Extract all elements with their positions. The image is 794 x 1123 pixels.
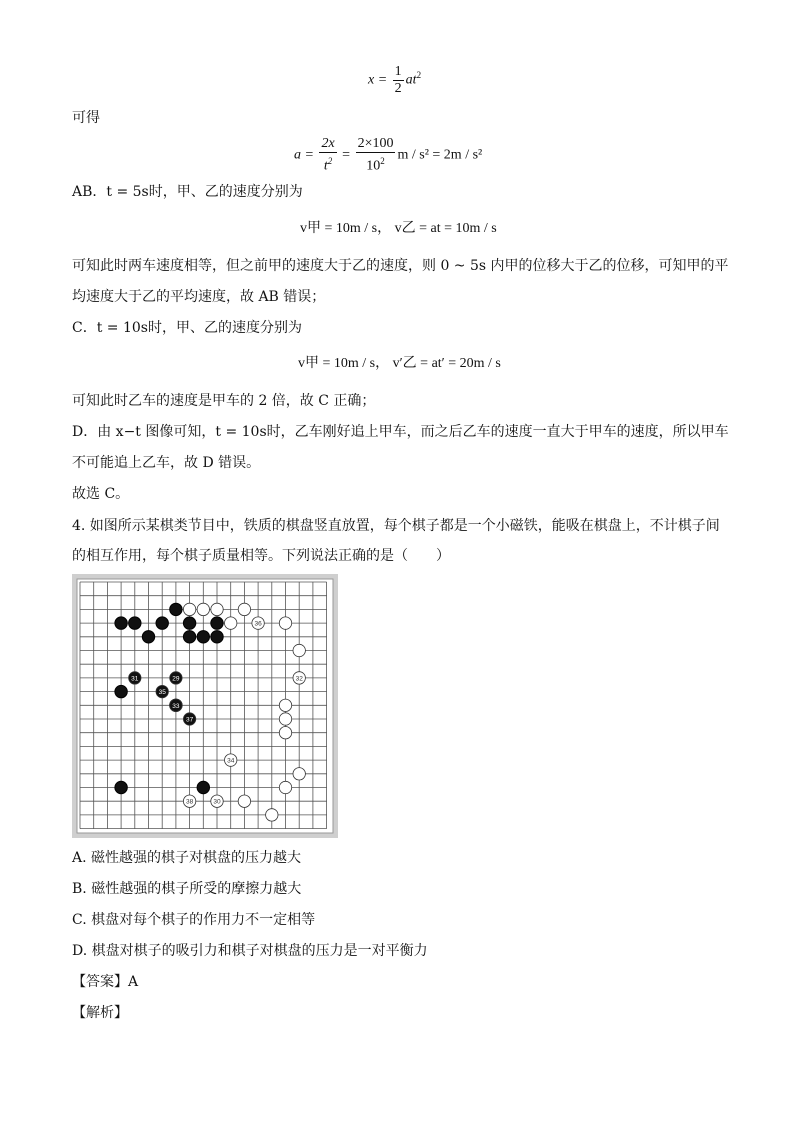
white-stone xyxy=(183,603,195,615)
stone-number-label: 34 xyxy=(227,757,235,765)
option-b: B. 磁性越强的棋子所受的摩擦力越大 xyxy=(72,881,302,897)
text-c-intro: C．t = 10s时，甲、乙的速度分别为 xyxy=(72,320,302,336)
answer: 【答案】A xyxy=(72,974,139,990)
black-stone xyxy=(156,617,168,629)
black-stone xyxy=(115,685,127,697)
eq1-fraction xyxy=(393,64,404,97)
white-stone xyxy=(266,809,278,821)
equation-acceleration xyxy=(294,136,482,175)
eq1-num: 1 xyxy=(394,64,402,79)
eq2-den2-pow: 2 xyxy=(380,156,385,166)
stone-number-label: 35 xyxy=(158,689,166,697)
white-stone xyxy=(238,795,250,807)
white-stone xyxy=(279,781,291,793)
eq2-lhs: a = xyxy=(294,147,314,163)
eq2-den1-wrap xyxy=(319,153,336,175)
white-stone xyxy=(293,768,305,780)
black-stone xyxy=(211,631,223,643)
black-stone xyxy=(197,631,209,643)
stone-number-label: 32 xyxy=(295,675,303,683)
text-d-2: 不可能追上乙车，故 D 错误。 xyxy=(72,455,261,471)
black-stone xyxy=(170,603,182,615)
stone-number-label: 30 xyxy=(213,798,221,806)
black-stone xyxy=(183,631,195,643)
text-ab-2: 均速度大于乙的平均速度，故 AB 错误； xyxy=(72,289,326,305)
text-choose: 故选 C。 xyxy=(72,486,130,502)
eq2-rhs: m / s² = 2m / s² xyxy=(397,147,483,163)
question-4-line-2: 的相互作用，每个棋子质量相等。下列说法正确的是（ ） xyxy=(72,548,450,564)
white-stone xyxy=(225,617,237,629)
board-surface xyxy=(77,579,333,833)
option-d: D. 棋盘对棋子的吸引力和棋子对棋盘的压力是一对平衡力 xyxy=(72,943,428,959)
black-stone xyxy=(142,631,154,643)
black-stone xyxy=(115,781,127,793)
eq2-num1: 2x xyxy=(321,136,335,151)
option-c: C. 棋盘对每个棋子的作用力不一定相等 xyxy=(72,912,316,928)
text-ab-1: 可知此时两车速度相等，但之前甲的速度大于乙的速度，则 0 ~ 5s 内甲的位移大于乙的位移，可知甲的平 xyxy=(72,258,729,274)
stone-number-label: 38 xyxy=(185,798,194,806)
white-stone xyxy=(279,713,291,725)
white-stone xyxy=(197,603,209,615)
white-stone xyxy=(293,644,305,656)
text-ab-intro: AB．t = 5s时，甲、乙的速度分别为 xyxy=(72,184,303,200)
black-stone xyxy=(211,617,223,629)
eq2-den1-pow: 2 xyxy=(327,156,333,166)
stone-number-label: 31 xyxy=(131,675,139,683)
eq2-den2: 10 xyxy=(366,158,381,174)
eq2-den2-wrap xyxy=(356,153,396,175)
question-4-line-1: 4. 如图所示某棋类节目中，铁质的棋盘竖直放置，每个棋子都是一个小磁铁，能吸在棋盘上，不计棋子间 xyxy=(72,518,720,534)
eq2-den1: t xyxy=(323,158,328,174)
text-d-1: D．由 x−t 图像可知，t = 10s时，乙车刚好追上甲车，而之后乙车的速度一直大于甲车的速度，所以甲车 xyxy=(72,424,729,440)
eq2-fraction-2 xyxy=(356,136,396,175)
eq1-rhs: at xyxy=(405,72,417,88)
white-stone xyxy=(238,603,250,615)
option-a: A. 磁性越强的棋子对棋盘的压力越大 xyxy=(72,850,302,866)
stone-number-label: 36 xyxy=(254,620,262,628)
white-stone xyxy=(279,699,291,711)
eq1-lhs: x = xyxy=(368,72,388,88)
eq1-pow: 2 xyxy=(416,70,422,81)
equation-velocities-10s: v甲 = 10m / s， v′乙 = at′ = 20m / s xyxy=(298,356,501,371)
black-stone xyxy=(129,617,141,629)
eq1-den: 2 xyxy=(394,81,402,96)
black-stone xyxy=(115,617,127,629)
white-stone xyxy=(279,727,291,739)
go-board-figure xyxy=(72,574,338,838)
text-c-1: 可知此时乙车的速度是甲车的 2 倍，故 C 正确； xyxy=(72,393,376,409)
equation-velocities-5s: v甲 = 10m / s， v乙 = at = 10m / s xyxy=(300,221,497,236)
eq2-fraction-1 xyxy=(319,136,336,175)
eq2-num2: 2×100 xyxy=(357,136,394,151)
equation-displacement xyxy=(368,64,421,97)
black-stone xyxy=(183,617,195,629)
eq2-equals: = xyxy=(342,147,351,163)
stone-number-label: 33 xyxy=(172,702,180,710)
text-kede: 可得 xyxy=(72,110,100,126)
analysis-heading: 【解析】 xyxy=(72,1005,128,1021)
black-stone xyxy=(197,781,209,793)
white-stone xyxy=(211,603,223,615)
white-stone xyxy=(279,617,291,629)
stone-number-label: 37 xyxy=(185,716,194,724)
stone-number-label: 29 xyxy=(172,675,180,683)
go-board xyxy=(72,574,338,838)
